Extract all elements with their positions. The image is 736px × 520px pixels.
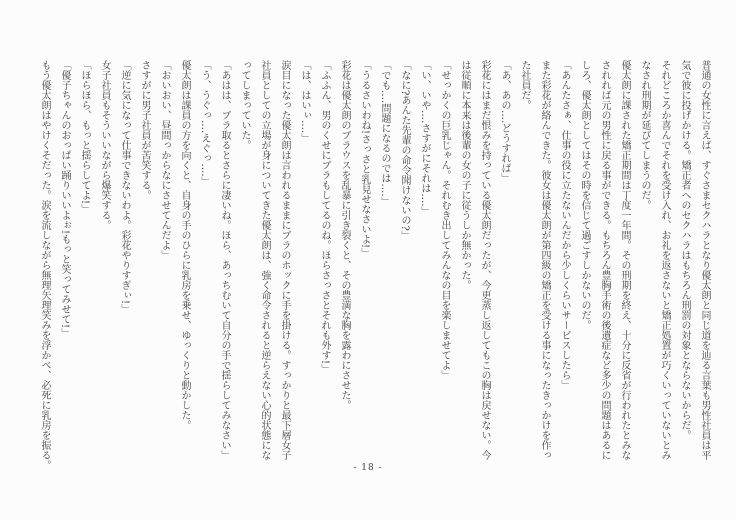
text-column: 「あ、あの‥‥どうすれば」 <box>499 60 510 184</box>
text-column: 「ほらほら、もっと揺らしてよ!」 <box>79 60 90 215</box>
text-column: 「あんたさぁ、仕事の役に立たないんだから少しくらいサービスしたら」 <box>559 60 570 390</box>
text-column: 優太朗は課員の方を向くと、自身の手のひらに乳房を乗せ、ゆっくりと動かした。 <box>179 60 190 430</box>
text-column: 社員としての立場が身についてきた優太朗は、強く命令されると逆らえない心的状態にな <box>259 60 270 460</box>
text-column: 彩花は優太朗のブラウスを乱暴に引き裂くと、その豊満な胸を露わにさせた。 <box>339 60 350 410</box>
text-column: 「は、はいぃ‥‥」 <box>299 60 310 144</box>
text-column: 女子社員もそういいながら爆笑する。 <box>99 60 110 230</box>
text-column: ってしまっていた。 <box>239 60 250 150</box>
text-column: 「うるさいわね!さっさと乳見せなさいよ!」 <box>359 60 370 259</box>
text-column: されれば元の男性に戻る事ができる。もちろん豊胸手術の後遺症など多少の問題はあるに <box>599 60 610 460</box>
text-column: 「う、うぐっ‥‥えぐっ‥‥」 <box>199 60 210 187</box>
text-column: また彩花が絡んできた。彼女は優太朗が第四級の矯正を受ける事になったきっかけを作っ <box>539 60 550 460</box>
text-column: さすがに男子社員が苦笑する。 <box>139 60 150 200</box>
text-column: 「優子ちゃんのおっぱい踊りいいよぉ!もっと笑ってみせて!」 <box>59 60 70 339</box>
text-column: 涙目になった優太朗は言われるままにブラのホックに手を掛ける。すっかりと最下層女子 <box>279 60 290 460</box>
text-column: なされ刑期が延びてしまうのだ。 <box>639 60 650 210</box>
text-column: 「ふふん、男のくせにブラもしてるのね。ほらさっさとそれも外す!」 <box>319 60 330 375</box>
text-column: 気で彼に投げかける。矯正者へのセクハラはもちろん刑罰の対象とならないからだ。 <box>679 60 690 440</box>
text-column: それどころか喜んでそれを受け入れ、お礼を返さないと矯正処置が巧くいっていないとみ <box>659 60 670 460</box>
text-column: 「い、いや‥‥さすがにそれは‥‥」 <box>419 60 430 217</box>
text-column: 「なに?あんた先輩の命令聞けないの?」 <box>399 60 410 241</box>
text-column: 「でも‥‥問題になるのでは‥‥」 <box>379 60 390 207</box>
text-column: しろ、優太朗としてはその時を信じて過ごすしかないのだ。 <box>579 60 590 330</box>
text-column: 優太朗に課された矯正期間は丁度一年間。その刑期を終え、十分に反省が行われたとみな <box>619 60 630 460</box>
text-column: もう優太朗はやけくそだった。涙を流しながら無理矢理笑みを浮かべ、必死に乳房を振る。 <box>39 60 50 470</box>
page-number: - 18 - <box>353 463 383 473</box>
text-column: 「せっかくの巨乳じゃん。それむき出してみんなの目を楽しませてよ」 <box>439 60 450 380</box>
text-column: た社員だ。 <box>519 60 530 110</box>
text-column: 「逆に気になって仕事できないわよ。彩花やりすぎぃ!」 <box>119 60 130 315</box>
text-column: 普通の女性に言えば、すぐさまセクハラとなり優太朗と同じ道を辿る言葉も男性社員は平 <box>699 60 710 460</box>
text-column: 「あはは、ブラ取るとさらに凄いね。ほら、あっちむいて自分の手で揺らしてみなさい」 <box>219 60 230 460</box>
text-column: は従順に本来は後輩の女の子に従うしか無かった。 <box>459 60 470 290</box>
text-column: 彩花にはまだ恨みを持っている優太朗だったが、今更蒸し返してもこの胸は戻せない。今 <box>479 60 490 460</box>
text-column: 「おいおい、昼間っからなにさせてんだよ」 <box>159 60 170 260</box>
